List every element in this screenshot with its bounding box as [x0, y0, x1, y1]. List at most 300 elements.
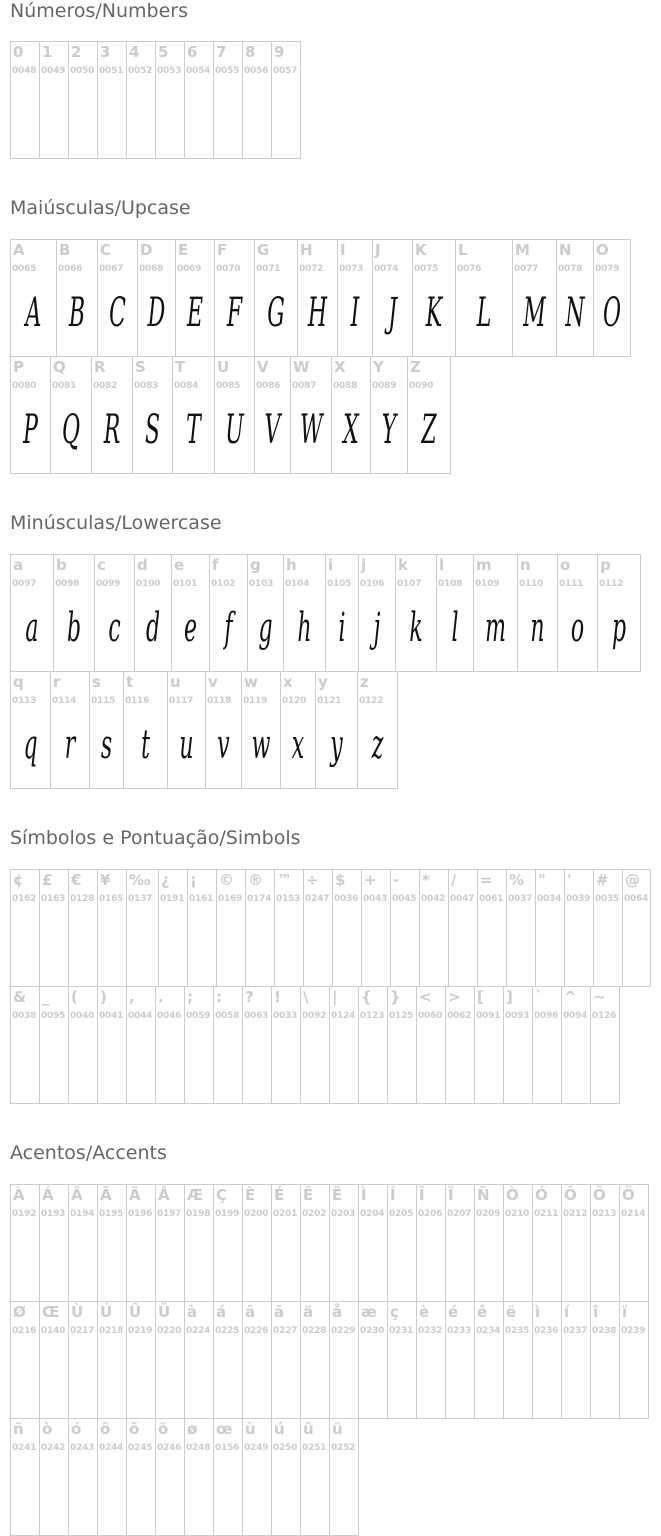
character-label: B [59, 241, 71, 259]
character-code: 0087 [292, 381, 317, 391]
character-label: I [340, 241, 346, 259]
character-code: 0235 [505, 1326, 530, 1336]
font-glyph-sample: r [64, 722, 76, 768]
character-code: 0079 [595, 264, 620, 274]
character-label: y [318, 673, 328, 691]
glyph-cell [11, 240, 57, 356]
section-title-accents: Acentos/Accents [10, 1142, 167, 1164]
character-code: 0247 [305, 894, 330, 904]
character-label: Ø [13, 1303, 26, 1321]
character-label: U [217, 358, 230, 376]
character-label: ¿ [161, 871, 170, 889]
character-label: ¡ [190, 871, 197, 889]
glyph-cell [51, 672, 90, 788]
character-code: 0033 [273, 1011, 298, 1021]
font-glyph-sample: a [25, 605, 39, 651]
glyph-cell [11, 1302, 40, 1418]
glyph-cell [185, 1302, 214, 1418]
character-code: 0243 [70, 1443, 95, 1453]
font-glyph-sample: S [144, 407, 161, 453]
character-code: 0128 [70, 894, 95, 904]
glyph-cell [518, 555, 558, 671]
glyph-cell [359, 1185, 388, 1301]
glyph-cell [330, 1302, 359, 1418]
character-label: | [332, 988, 338, 1006]
character-label: { [361, 988, 372, 1006]
character-label: k [398, 556, 408, 574]
character-code: 0100 [136, 579, 161, 589]
glyph-cell [156, 1185, 185, 1301]
character-label: V [257, 358, 269, 376]
character-code: 0193 [41, 1209, 66, 1219]
glyph-cell [301, 987, 330, 1103]
character-code: 0241 [12, 1443, 37, 1453]
glyph-cell [536, 870, 565, 986]
character-code: 0211 [534, 1209, 559, 1219]
character-code: 0156 [215, 1443, 240, 1453]
glyph-cell [214, 1302, 243, 1418]
character-code: 0085 [216, 381, 241, 391]
character-label: z [360, 673, 369, 691]
character-label: p [600, 556, 611, 574]
glyph-cell [478, 870, 507, 986]
font-glyph-sample: V [264, 407, 281, 453]
font-glyph-sample: n [530, 605, 545, 651]
character-code: 0237 [563, 1326, 588, 1336]
character-label: ø [187, 1420, 198, 1438]
glyph-cell [255, 240, 298, 356]
character-code: 0044 [128, 1011, 153, 1021]
character-code: 0035 [595, 894, 620, 904]
character-label: 6 [187, 43, 198, 61]
character-code: 0082 [93, 381, 118, 391]
character-label: Œ [42, 1303, 60, 1321]
character-code: 0091 [476, 1011, 501, 1021]
character-code: 0119 [243, 696, 268, 706]
character-code: 0054 [186, 66, 211, 76]
font-glyph-sample: o [570, 605, 585, 651]
character-label: Ã [100, 1186, 112, 1204]
font-glyph-sample: m [485, 605, 506, 651]
character-code: 0109 [475, 579, 500, 589]
character-label: é [448, 1303, 459, 1321]
glyph-cell [338, 240, 373, 356]
character-label: F [217, 241, 228, 259]
character-code: 0214 [621, 1209, 646, 1219]
glyph-cell [504, 987, 533, 1103]
glyph-cell [446, 1302, 475, 1418]
character-label: W [293, 358, 310, 376]
glyph-cell [620, 1185, 649, 1301]
character-code: 0122 [359, 696, 384, 706]
character-label: P [13, 358, 24, 376]
character-label: ö [158, 1420, 169, 1438]
character-code: 0252 [331, 1443, 356, 1453]
character-label: Ù [71, 1303, 84, 1321]
character-code: 0248 [186, 1443, 211, 1453]
character-code: 0067 [99, 264, 124, 274]
glyph-cell [388, 1302, 417, 1418]
character-label: x [283, 673, 293, 691]
character-code: 0200 [244, 1209, 269, 1219]
character-code: 0077 [514, 264, 539, 274]
glyph-cell [127, 870, 159, 986]
character-label: í [564, 1303, 570, 1321]
character-code: 0086 [256, 381, 281, 391]
glyph-cell [243, 1302, 272, 1418]
font-glyph-sample: p [611, 605, 627, 651]
glyph-cell [388, 1185, 417, 1301]
character-label: J [375, 241, 381, 259]
character-label: t [126, 673, 134, 691]
glyph-row [10, 554, 641, 672]
character-code: 0076 [457, 264, 482, 274]
font-glyph-sample: X [343, 407, 359, 453]
glyph-cell [281, 672, 316, 788]
character-label: õ [129, 1420, 140, 1438]
character-label: © [219, 871, 234, 889]
glyph-cell [40, 870, 69, 986]
character-label: = [480, 871, 493, 889]
character-label: q [13, 673, 24, 691]
character-label: o [560, 556, 571, 574]
glyph-row [10, 1301, 649, 1419]
font-glyph-sample: K [425, 290, 443, 336]
character-label: Q [53, 358, 66, 376]
character-code: 0169 [218, 894, 243, 904]
character-label: . [158, 988, 164, 1006]
character-code: 0046 [157, 1011, 182, 1021]
character-label: Ç [216, 1186, 228, 1204]
glyph-cell [562, 1302, 591, 1418]
font-glyph-sample: c [108, 605, 121, 651]
character-label: % [509, 871, 525, 889]
character-code: 0120 [282, 696, 307, 706]
font-glyph-sample: b [66, 605, 82, 651]
character-label: D [140, 241, 153, 259]
character-label: Y [373, 358, 384, 376]
glyph-cell [11, 357, 51, 473]
glyph-cell [291, 357, 332, 473]
glyph-row [10, 869, 651, 987]
character-code: 0213 [592, 1209, 617, 1219]
character-code: 0078 [558, 264, 583, 274]
glyph-cell [591, 1185, 620, 1301]
font-glyph-sample: v [217, 722, 230, 768]
glyph-cell [507, 870, 536, 986]
character-label: h [286, 556, 297, 574]
character-code: 0232 [418, 1326, 443, 1336]
character-code: 0219 [128, 1326, 153, 1336]
glyph-cell [304, 870, 333, 986]
glyph-cell [159, 870, 188, 986]
glyph-cell [98, 42, 127, 158]
font-glyph-sample: R [103, 407, 121, 453]
character-label: b [56, 556, 67, 574]
character-label: \ [303, 988, 309, 1006]
glyph-cell [243, 42, 272, 158]
character-code: 0216 [12, 1326, 37, 1336]
glyph-cell [127, 1302, 156, 1418]
glyph-cell [214, 42, 243, 158]
glyph-cell [69, 987, 98, 1103]
glyph-cell [272, 1302, 301, 1418]
character-code: 0196 [128, 1209, 153, 1219]
font-glyph-sample: w [251, 722, 271, 768]
glyph-cell [413, 240, 456, 356]
character-code: 0192 [12, 1209, 37, 1219]
glyph-cell [417, 1302, 446, 1418]
glyph-cell [591, 987, 620, 1103]
character-code: 0072 [299, 264, 324, 274]
glyph-cell [185, 1185, 214, 1301]
character-label: 7 [216, 43, 227, 61]
glyph-cell [98, 1185, 127, 1301]
character-code: 0198 [186, 1209, 211, 1219]
character-code: 0108 [438, 579, 463, 589]
character-label: Ü [158, 1303, 171, 1321]
character-code: 0115 [91, 696, 116, 706]
glyph-cell [214, 1185, 243, 1301]
glyph-row [10, 986, 620, 1104]
character-label: Á [42, 1186, 54, 1204]
character-label: ò [42, 1420, 53, 1438]
font-glyph-sample: H [307, 290, 328, 336]
character-label: j [361, 556, 367, 574]
character-label: * [422, 871, 430, 889]
glyph-cell [620, 1302, 649, 1418]
character-code: 0231 [389, 1326, 414, 1336]
glyph-cell [449, 870, 478, 986]
glyph-cell [133, 357, 173, 473]
character-label: É [274, 1186, 285, 1204]
character-code: 0071 [256, 264, 281, 274]
glyph-row [10, 1418, 359, 1536]
character-code: 0224 [186, 1326, 211, 1336]
character-code: 0111 [559, 579, 584, 589]
character-code: 0239 [621, 1326, 646, 1336]
character-code: 0233 [447, 1326, 472, 1336]
character-label: i [328, 556, 334, 574]
character-code: 0113 [12, 696, 37, 706]
character-label: K [415, 241, 427, 259]
glyph-cell [272, 1185, 301, 1301]
character-label: f [212, 556, 219, 574]
character-label: ™ [277, 871, 292, 889]
character-label: ã [274, 1303, 285, 1321]
character-label: È [245, 1186, 256, 1204]
character-code: 0162 [12, 894, 37, 904]
glyph-cell [11, 1185, 40, 1301]
glyph-row [10, 671, 398, 789]
character-code: 0229 [331, 1326, 356, 1336]
character-label: 5 [158, 43, 169, 61]
font-glyph-sample: T [186, 407, 201, 453]
character-label: â [245, 1303, 256, 1321]
character-label: ` [535, 988, 543, 1006]
glyph-cell [298, 240, 338, 356]
character-label: ® [248, 871, 263, 889]
font-glyph-sample: E [186, 290, 204, 336]
character-label: Ì [361, 1186, 367, 1204]
glyph-cell [168, 672, 206, 788]
character-code: 0089 [372, 381, 397, 391]
character-code: 0038 [12, 1011, 37, 1021]
character-code: 0197 [157, 1209, 182, 1219]
font-glyph-sample: u [179, 722, 194, 768]
character-label: Æ [187, 1186, 204, 1204]
character-label: ! [274, 988, 281, 1006]
character-code: 0118 [207, 696, 232, 706]
character-label: ç [390, 1303, 399, 1321]
glyph-cell [301, 1419, 330, 1535]
section-title-symbols: Símbolos e Pontuação/Simbols [10, 827, 301, 849]
glyph-cell [11, 555, 54, 671]
character-label: ñ [13, 1420, 24, 1438]
character-code: 0041 [99, 1011, 124, 1021]
glyph-cell [127, 1419, 156, 1535]
character-code: 0117 [169, 696, 194, 706]
character-code: 0137 [128, 894, 153, 904]
character-label: ÷ [306, 871, 319, 889]
character-code: 0194 [70, 1209, 95, 1219]
character-label: À [13, 1186, 25, 1204]
font-glyph-sample: O [602, 290, 622, 336]
glyph-cell [474, 555, 518, 671]
glyph-cell [359, 987, 388, 1103]
character-label: e [174, 556, 185, 574]
glyph-cell [275, 870, 304, 986]
font-glyph-sample: P [23, 407, 38, 453]
character-label: 9 [274, 43, 285, 61]
character-code: 0104 [285, 579, 310, 589]
character-label: _ [42, 988, 50, 1006]
font-glyph-sample: x [291, 722, 305, 768]
font-glyph-sample: i [338, 605, 346, 651]
glyph-cell [373, 240, 413, 356]
character-code: 0203 [331, 1209, 356, 1219]
character-code: 0075 [414, 264, 439, 274]
character-label: à [187, 1303, 198, 1321]
character-label: m [476, 556, 492, 574]
glyph-cell [248, 555, 284, 671]
glyph-cell [98, 240, 138, 356]
character-code: 0036 [334, 894, 359, 904]
glyph-cell [255, 357, 291, 473]
glyph-cell [417, 1185, 446, 1301]
character-code: 0249 [244, 1443, 269, 1453]
glyph-cell [156, 1419, 185, 1535]
character-label: Ï [448, 1186, 454, 1204]
glyph-cell [243, 1185, 272, 1301]
character-label: , [129, 988, 135, 1006]
character-label: å [332, 1303, 343, 1321]
font-glyph-sample: f [224, 605, 233, 651]
character-label: ¥ [100, 871, 111, 889]
character-label: [ [477, 988, 484, 1006]
glyph-cell [446, 1185, 475, 1301]
character-code: 0074 [374, 264, 399, 274]
character-label: u [170, 673, 181, 691]
character-code: 0234 [476, 1326, 501, 1336]
character-code: 0058 [215, 1011, 240, 1021]
character-code: 0051 [99, 66, 124, 76]
character-label: A [13, 241, 25, 259]
character-code: 0228 [302, 1326, 327, 1336]
character-label: ( [71, 988, 78, 1006]
character-code: 0207 [447, 1209, 472, 1219]
character-label: ] [506, 988, 513, 1006]
glyph-cell [598, 555, 641, 671]
character-label: N [559, 241, 572, 259]
character-code: 0245 [128, 1443, 153, 1453]
character-label: ï [622, 1303, 628, 1321]
font-glyph-sample: U [225, 407, 244, 453]
character-label: ú [274, 1420, 285, 1438]
section-title-numbers: Números/Numbers [10, 0, 188, 22]
glyph-cell [156, 42, 185, 158]
character-code: 0124 [331, 1011, 356, 1021]
character-label: 4 [129, 43, 140, 61]
character-code: 0123 [360, 1011, 385, 1021]
character-code: 0090 [409, 381, 434, 391]
character-code: 0121 [317, 696, 342, 706]
glyph-cell [98, 870, 127, 986]
glyph-row [10, 356, 451, 474]
glyph-cell [333, 870, 362, 986]
character-code: 0088 [333, 381, 358, 391]
glyph-cell [456, 240, 513, 356]
character-label: Ä [129, 1186, 141, 1204]
glyph-cell [156, 1302, 185, 1418]
glyph-cell [127, 42, 156, 158]
character-label: œ [216, 1420, 233, 1438]
character-code: 0165 [99, 894, 124, 904]
character-label: á [216, 1303, 227, 1321]
character-label: s [92, 673, 101, 691]
character-label: X [334, 358, 346, 376]
character-code: 0099 [96, 579, 121, 589]
character-code: 0199 [215, 1209, 240, 1219]
glyph-cell [69, 1185, 98, 1301]
character-code: 0096 [534, 1011, 559, 1021]
glyph-cell [215, 357, 255, 473]
character-label: î [593, 1303, 599, 1321]
glyph-cell [475, 1185, 504, 1301]
character-label: ì [535, 1303, 541, 1321]
character-label: û [303, 1420, 314, 1438]
character-code: 0059 [186, 1011, 211, 1021]
character-label: ^ [564, 988, 577, 1006]
character-label: > [448, 988, 461, 1006]
glyph-cell [188, 870, 217, 986]
glyph-row [10, 41, 301, 159]
character-code: 0049 [41, 66, 66, 76]
character-code: 0052 [128, 66, 153, 76]
character-code: 0106 [360, 579, 385, 589]
character-code: 0064 [624, 894, 649, 904]
character-code: 0068 [139, 264, 164, 274]
glyph-cell [51, 357, 92, 473]
character-code: 0043 [363, 894, 388, 904]
character-label: : [216, 988, 222, 1006]
character-label: C [100, 241, 112, 259]
character-code: 0097 [12, 579, 37, 589]
glyph-cell [185, 987, 214, 1103]
glyph-cell [98, 1419, 127, 1535]
glyph-cell [69, 870, 98, 986]
glyph-cell [272, 987, 301, 1103]
